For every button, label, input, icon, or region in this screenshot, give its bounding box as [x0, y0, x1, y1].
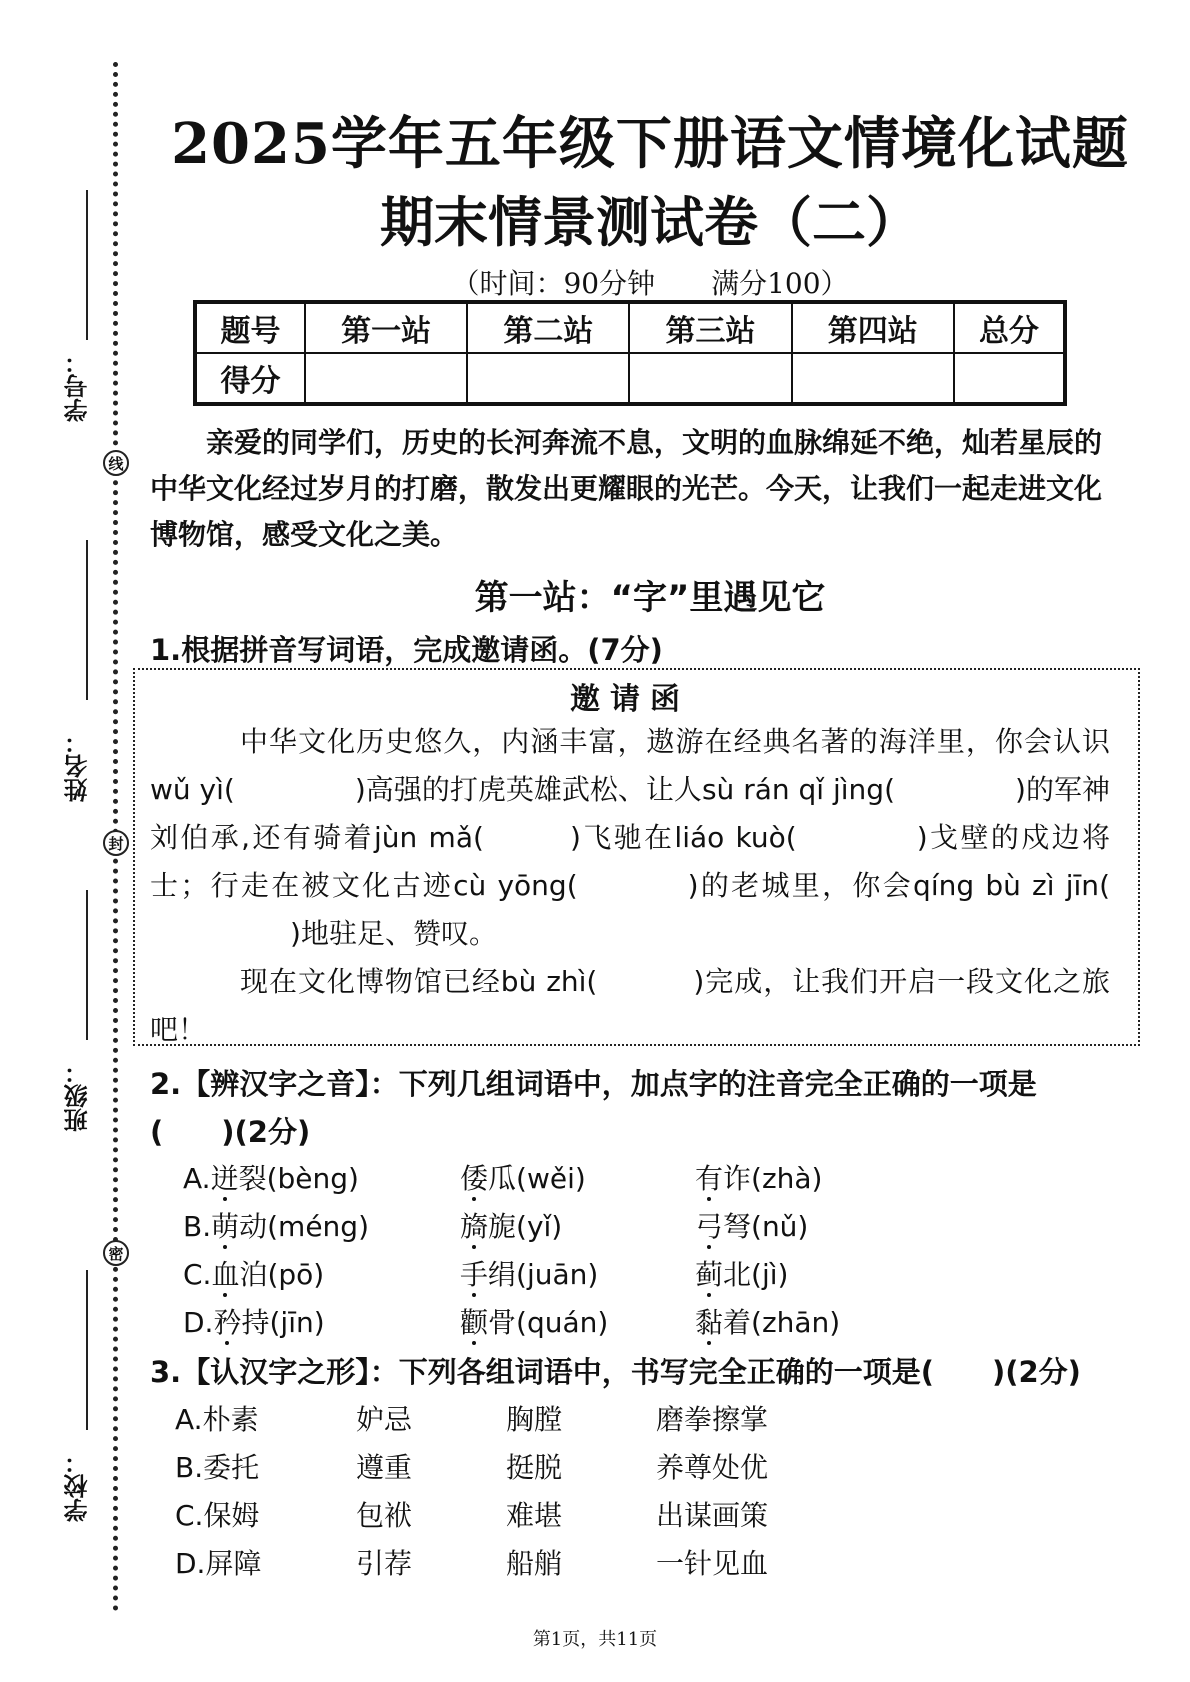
q3-word: 包袱: [356, 1499, 413, 1532]
dotted-char: 有: [695, 1162, 724, 1195]
option-letter: B.: [183, 1210, 212, 1243]
invitation-body: [150, 718, 1110, 1054]
dotted-char: 迸: [210, 1162, 239, 1195]
score-header-cell: 题号: [195, 302, 305, 353]
option-letter: D.: [183, 1306, 214, 1339]
q3-word: 出谋画策: [656, 1499, 769, 1532]
dotted-char: 矜: [213, 1306, 242, 1339]
text-segment: 现在文化博物馆已经: [240, 965, 501, 998]
intro-paragraph: 亲爱的同学们，历史的长河奔流不息，文明的血脉绵延不绝，灿若星辰的中华文化经过岁月的打磨，散发出更耀眼的光芒。今天，让我们一起走进文化博物馆，感受文化之美。: [150, 426, 1103, 551]
score-header-cell: 第二站: [467, 302, 629, 353]
word-rest: 诈(zhà): [723, 1162, 823, 1195]
dotted-char: 血: [211, 1258, 240, 1291]
name-label: 姓名：: [64, 730, 92, 802]
q2-option-d-word-3: [695, 1301, 840, 1341]
dotted-char: 蓟: [695, 1258, 724, 1291]
q2-option-b-word-3: [695, 1205, 808, 1245]
q3-word: 磨拳擦掌: [656, 1403, 769, 1436]
word-rest: 着(zhān): [723, 1306, 841, 1339]
word-rest: 绢(juān): [488, 1258, 599, 1291]
q2-option-c-word-2: [460, 1253, 598, 1293]
score-table-score-row: [195, 353, 1065, 404]
dotted-char: 手: [460, 1258, 489, 1291]
score-cell[interactable]: [954, 353, 1065, 404]
student-id-label: 学号：: [64, 350, 92, 422]
text-segment: 高强的打虎英雄武松、让人: [365, 773, 702, 806]
q2-option-d-word-2: [460, 1301, 608, 1341]
station-1-title: 第一站：“字”里遇见它: [474, 578, 826, 618]
score-cell[interactable]: [792, 353, 954, 404]
text-segment: 戈壁的戍边将士；行走在被文化古迹: [150, 821, 1110, 902]
pinyin-qingbuzijin: qíng bù zì jīn: [913, 869, 1100, 902]
score-table: [193, 300, 1067, 406]
q2-option-a-word-2: [460, 1157, 586, 1197]
q3-word: 难堪: [506, 1499, 563, 1532]
question-2-title: 2.【辨汉字之音】：下列几组词语中，加点字的注音完全正确的一项是: [150, 1067, 1037, 1101]
score-table-header-row: [195, 302, 1065, 353]
word-rest: 裂(bèng): [238, 1162, 359, 1195]
word-rest: 瓜(wěi): [488, 1162, 586, 1195]
pinyin-liaokuo: liáo kuò: [674, 821, 786, 854]
invitation-title: 邀请函: [570, 682, 690, 717]
score-row-label: 得分: [195, 353, 305, 404]
dotted-char: 倭: [460, 1162, 489, 1195]
q3-word: 遵重: [356, 1451, 413, 1484]
seal-secret: 密: [103, 1240, 129, 1266]
q3-option-c[interactable]: C.保姆: [175, 1499, 260, 1532]
word-rest: 弩(nǔ): [723, 1210, 809, 1243]
word-rest: 骨(quán): [488, 1306, 609, 1339]
pinyin-suranqijing: sù rán qǐ jìng: [701, 773, 885, 806]
q3-option-d[interactable]: D.屏障: [175, 1547, 262, 1580]
dotted-char: 弓: [695, 1210, 724, 1243]
q3-word: 一针见血: [656, 1547, 769, 1580]
exam-subtitle: 期末情景测试卷（二）: [380, 190, 920, 254]
question-3-title: 3.【认汉字之形】：下列各组词语中，书写完全正确的一项是( )(2分): [150, 1355, 1081, 1389]
score-cell[interactable]: [467, 353, 629, 404]
time-info: （时间：90分钟 满分100）: [451, 267, 849, 300]
dotted-char: 颧: [460, 1306, 489, 1339]
word-rest: 北(jì): [723, 1258, 789, 1291]
word-rest: 持(jīn): [241, 1306, 325, 1339]
pinyin-cuyong: cù yōng: [453, 869, 567, 902]
score-header-cell: 总分: [954, 302, 1065, 353]
class-line: [86, 890, 88, 1040]
name-line: [86, 540, 88, 700]
option-letter: C.: [183, 1258, 212, 1291]
word-rest: 动(méng): [239, 1210, 369, 1243]
q3-option-a[interactable]: A.朴素: [175, 1403, 259, 1436]
score-cell[interactable]: [629, 353, 791, 404]
text-segment: 的军神刘伯承,还有骑着: [150, 773, 1110, 854]
pinyin-wuyi: wǔ yì: [150, 773, 224, 806]
text-segment: 地驻足、赞叹。: [300, 917, 497, 950]
pinyin-buzhi: bù zhì: [500, 965, 587, 998]
q3-word: 养尊处优: [656, 1451, 769, 1484]
seal-seal: 封: [103, 830, 129, 856]
q2-option-c-word-1[interactable]: [183, 1253, 324, 1293]
word-rest: 旎(yǐ): [488, 1210, 563, 1243]
q2-option-a-word-1[interactable]: [183, 1157, 359, 1197]
dotted-char: 黏: [695, 1306, 724, 1339]
text-segment: 中华文化历史悠久，内涵丰富，遨游在经典名著的海洋里，你会认识: [240, 725, 1110, 758]
question-1-title: 1.根据拼音写词语，完成邀请函。(7分): [150, 633, 663, 667]
class-label: 班级：: [64, 1060, 92, 1132]
q3-word: 妒忌: [356, 1403, 413, 1436]
exam-title: 2025学年五年级下册语文情境化试题: [171, 111, 1129, 177]
student-id-line: [86, 190, 88, 340]
q2-option-b-word-1[interactable]: [183, 1205, 369, 1245]
q2-option-b-word-2: [460, 1205, 562, 1245]
text-segment: 的老城里，你会: [698, 869, 914, 902]
question-2-answer-bracket[interactable]: ( )(2分): [150, 1115, 311, 1149]
q3-word: 船艄: [506, 1547, 563, 1580]
option-letter: A.: [183, 1162, 211, 1195]
q3-word: 胸膛: [506, 1403, 563, 1436]
q3-word: 引荐: [356, 1547, 413, 1580]
page-footer: 第1页，共11页: [532, 1629, 658, 1650]
q3-word: 挺脱: [506, 1451, 563, 1484]
q3-option-b[interactable]: B.委托: [175, 1451, 260, 1484]
dotted-char: 旖: [460, 1210, 489, 1243]
score-header-cell: 第三站: [629, 302, 791, 353]
text-segment: 完成，让我们开启一段文化之旅吧！: [150, 965, 1110, 1046]
text-segment: 飞驰在: [580, 821, 675, 854]
q2-option-c-word-3: [695, 1253, 788, 1293]
pinyin-junma: jùn mǎ: [374, 821, 473, 854]
word-rest: 泊(pō): [239, 1258, 325, 1291]
score-header-cell: 第四站: [792, 302, 954, 353]
score-header-cell: 第一站: [305, 302, 467, 353]
q2-option-a-word-3: [695, 1157, 822, 1197]
dotted-char: 萌: [211, 1210, 240, 1243]
q2-option-d-word-1[interactable]: [183, 1301, 325, 1341]
school-line: [86, 1270, 88, 1430]
invitation-paragraph-2: 现在文化博物馆已经bù zhì( )完成，让我们开启一段文化之旅吧！: [150, 965, 1110, 1046]
score-cell[interactable]: [305, 353, 467, 404]
school-label: 学校：: [64, 1450, 92, 1522]
seal-line: 线: [103, 450, 129, 476]
invitation-paragraph-1: 中华文化历史悠久，内涵丰富，遨游在经典名著的海洋里，你会认识wǔ yì( )高强的打虎英雄武松、让人sù rán qǐ jìng( )的军神刘伯承,还有骑着jùn mǎ( )飞驰在liáo kuò( )戈壁的戍边将士；行走在被文化古迹cù yōng( )的老城里，你会qíng bù zì jīn()地驻足、赞叹。: [150, 725, 1110, 950]
